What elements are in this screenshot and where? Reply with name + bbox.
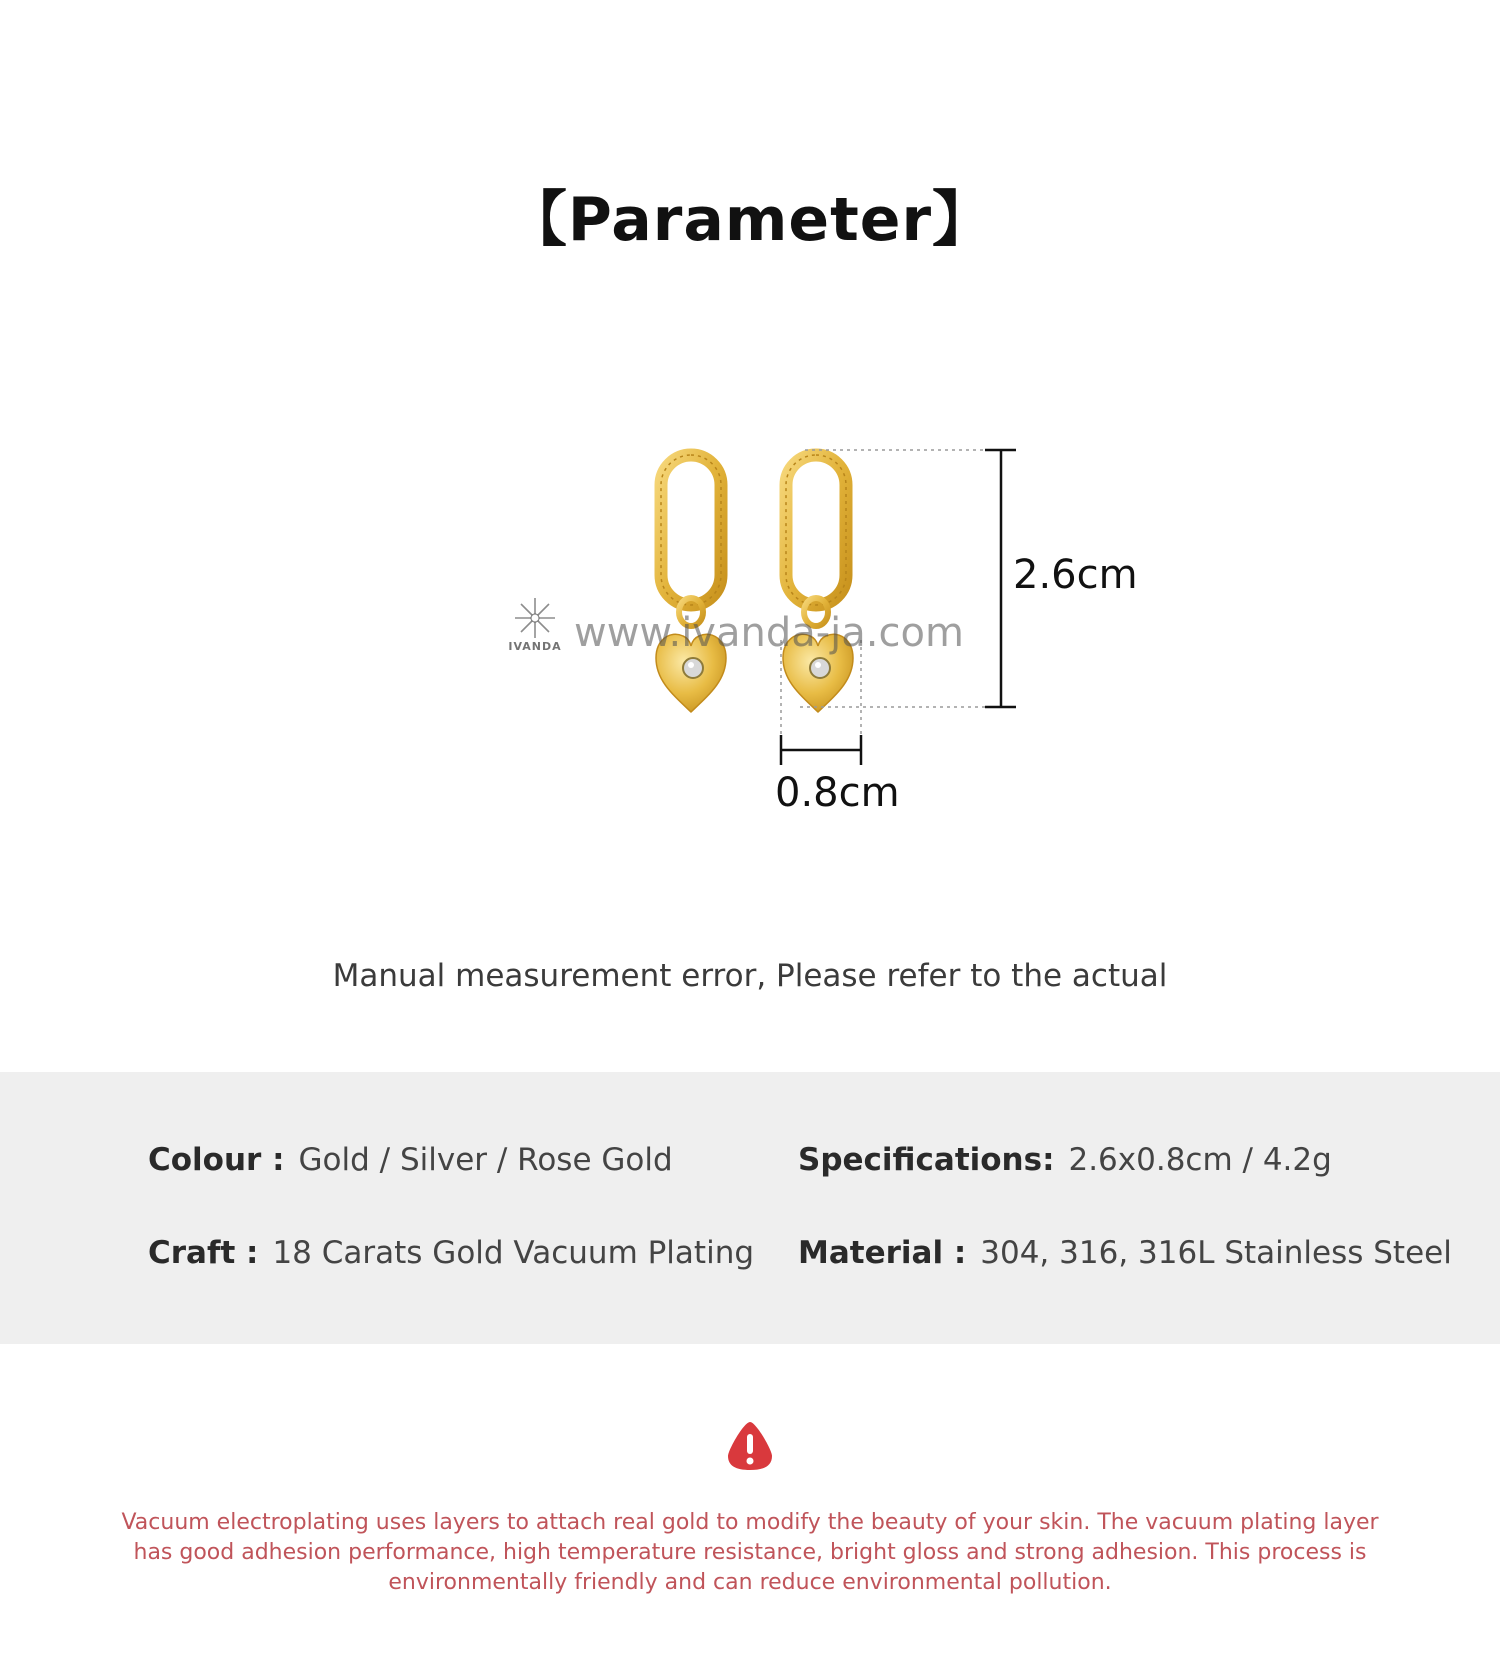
measurement-note: Manual measurement error, Please refer to the actual: [332, 958, 1168, 994]
left-earring: [656, 455, 726, 712]
height-label: 2.6cm: [1013, 552, 1138, 598]
watermark: [506, 596, 964, 656]
brand-logo: [506, 596, 564, 653]
right-earring: [783, 455, 853, 712]
spec-craft-label: Craft :: [148, 1235, 259, 1271]
spec-craft-value: 18 Carats Gold Vacuum Plating: [272, 1235, 755, 1271]
width-label: 0.8cm: [775, 770, 900, 816]
watermark-url: www.ivanda-ja.com: [574, 610, 964, 656]
spec-craft: [148, 1235, 754, 1271]
spec-material-label: Material :: [798, 1235, 967, 1271]
height-dimension-line: [985, 450, 1016, 707]
spec-colour-value: Gold / Silver / Rose Gold: [298, 1142, 673, 1178]
spec-material: [798, 1235, 1452, 1271]
width-dimension-line: [781, 735, 861, 765]
spec-specifications-value: 2.6x0.8cm / 4.2g: [1068, 1142, 1332, 1178]
specs-panel: [0, 1072, 1500, 1344]
logo-text: IVANDA: [508, 640, 562, 653]
spec-colour: [148, 1142, 673, 1178]
spec-colour-label: Colour :: [148, 1142, 285, 1178]
spec-material-value: 304, 316, 316L Stainless Steel: [980, 1235, 1452, 1271]
page-title: 【Parameter】: [506, 185, 994, 255]
plating-disclaimer: Vacuum electroplating uses layers to attach real gold to modify the beauty of your skin. The vacuum plating layer has good adhesion performance, high temperature resistance, bright gloss and strong adhesion. This process is environmentally friendly and can reduce environmental pollution.: [121, 1510, 1379, 1595]
exclamation-icon: [726, 1420, 774, 1472]
spec-specifications-label: Specifications:: [798, 1142, 1055, 1178]
sparkle-icon: [513, 596, 557, 640]
spec-specifications: [798, 1142, 1332, 1178]
